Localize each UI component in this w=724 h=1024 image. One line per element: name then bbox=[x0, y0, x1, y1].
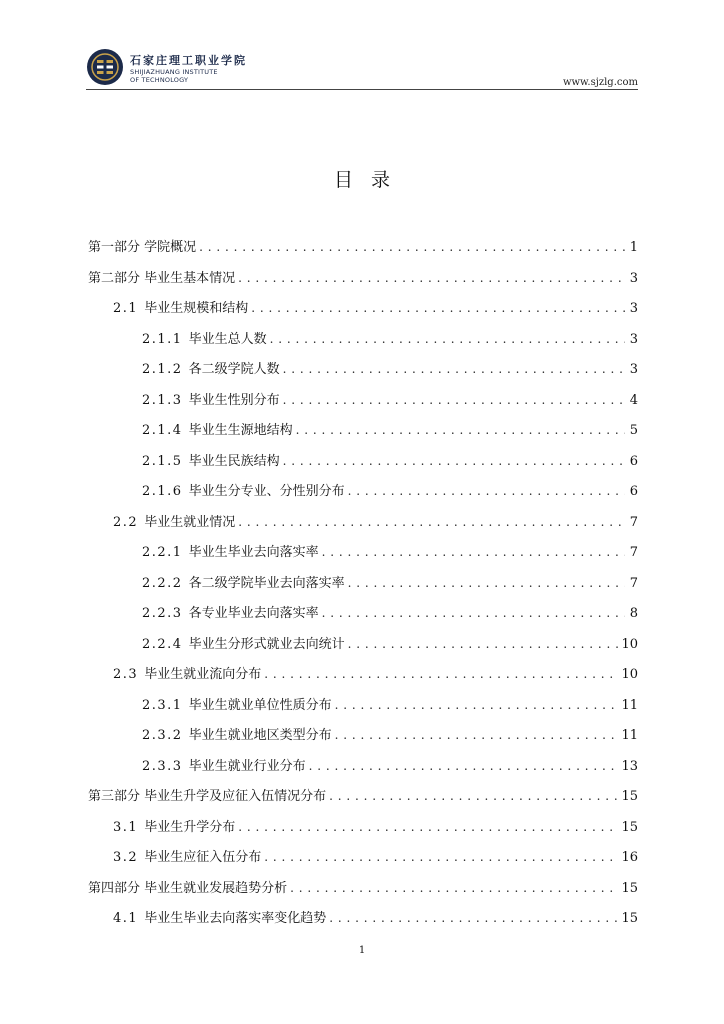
toc-entry-title: 各专业毕业去向落实率 bbox=[188, 606, 319, 621]
toc-entry-number: 2.1.3 bbox=[142, 392, 183, 408]
toc-entry-title: 第二部分 毕业生基本情况 bbox=[88, 270, 236, 286]
toc-entry-title: 各二级学院人数 bbox=[188, 362, 280, 377]
toc-entry-page: 16 bbox=[621, 850, 638, 865]
toc-entry-title: 毕业生毕业去向落实率 bbox=[188, 545, 319, 560]
toc-entry-page: 15 bbox=[621, 911, 638, 926]
toc-entry-page: 11 bbox=[621, 728, 638, 743]
toc-leader-dots bbox=[264, 667, 618, 681]
toc-entry-title: 毕业生规模和结构 bbox=[144, 301, 249, 316]
toc-entry[interactable] bbox=[88, 450, 638, 481]
toc-entry-number: 2.1 bbox=[113, 301, 139, 316]
toc-leader-dots bbox=[238, 271, 625, 285]
toc-entry-page: 4 bbox=[629, 392, 638, 408]
toc-entry-page: 13 bbox=[621, 758, 638, 774]
toc-leader-dots bbox=[283, 393, 625, 407]
toc-entry[interactable] bbox=[88, 816, 638, 847]
toc-entry-page: 3 bbox=[629, 270, 638, 286]
toc-entry[interactable] bbox=[88, 541, 638, 572]
school-name-english-line1: SHIJIAZHUANG INSTITUTE bbox=[130, 68, 218, 76]
toc-entry[interactable] bbox=[88, 480, 638, 511]
toc-entry-number: 4.1 bbox=[113, 911, 139, 926]
toc-entry-number: 2.3 bbox=[113, 667, 139, 682]
toc-entry-number: 2.2.1 bbox=[142, 545, 183, 560]
toc-leader-dots bbox=[283, 362, 625, 376]
toc-entry[interactable] bbox=[88, 724, 638, 755]
toc-leader-dots bbox=[335, 698, 619, 712]
toc-entry-page: 1 bbox=[629, 240, 638, 255]
toc-entry-page: 15 bbox=[621, 819, 638, 835]
toc-entry-title: 毕业生就业流向分布 bbox=[144, 667, 262, 682]
toc-entry-title: 毕业生应征入伍分布 bbox=[144, 850, 262, 865]
toc-entry[interactable] bbox=[88, 511, 638, 542]
toc-leader-dots bbox=[296, 423, 625, 437]
toc-entry-title: 毕业生生源地结构 bbox=[188, 423, 293, 438]
toc-entry[interactable] bbox=[88, 663, 638, 694]
school-name-chinese: 石家庄理工职业学院 bbox=[130, 54, 247, 67]
toc-leader-dots bbox=[270, 332, 625, 346]
toc-entry[interactable] bbox=[88, 419, 638, 450]
toc-entry-page: 3 bbox=[629, 331, 638, 347]
toc-entry[interactable] bbox=[88, 633, 638, 664]
toc-entry-number: 3.2 bbox=[113, 850, 139, 865]
toc-entry-number: 2.3.1 bbox=[142, 697, 183, 713]
toc-entry-page: 3 bbox=[629, 301, 638, 316]
toc-entry-title: 毕业生就业行业分布 bbox=[188, 758, 306, 774]
toc-entry-title: 各二级学院毕业去向落实率 bbox=[188, 575, 345, 591]
toc-entry-page: 5 bbox=[629, 423, 638, 438]
toc-entry-number: 2.1.2 bbox=[142, 362, 183, 377]
page-header bbox=[86, 48, 638, 90]
toc-entry-number: 2.3.2 bbox=[142, 728, 183, 743]
toc-entry-page: 10 bbox=[621, 667, 638, 682]
header-divider bbox=[86, 89, 638, 90]
toc-entry-number: 2.2 bbox=[113, 514, 139, 530]
toc-entry-title: 第一部分 学院概况 bbox=[88, 240, 197, 255]
toc-leader-dots bbox=[335, 728, 619, 742]
toc-leader-dots bbox=[348, 576, 625, 590]
toc-entry-number: 2.2.3 bbox=[142, 606, 183, 621]
toc-entry-title: 毕业生性别分布 bbox=[188, 392, 280, 408]
toc-entry[interactable] bbox=[88, 328, 638, 359]
toc-entry[interactable] bbox=[88, 755, 638, 786]
toc-entry[interactable] bbox=[88, 267, 638, 298]
toc-leader-dots bbox=[264, 850, 618, 864]
toc-entry-number: 2.3.3 bbox=[142, 758, 183, 774]
toc-entry-title: 毕业生就业单位性质分布 bbox=[188, 697, 332, 713]
toc-entry-number: 2.1.1 bbox=[142, 331, 183, 347]
table-of-contents bbox=[88, 236, 638, 938]
toc-entry-page: 7 bbox=[629, 575, 638, 591]
toc-entry-page: 7 bbox=[629, 545, 638, 560]
toc-entry[interactable] bbox=[88, 877, 638, 908]
toc-entry-title: 毕业生毕业去向落实率变化趋势 bbox=[144, 911, 327, 926]
toc-entry[interactable] bbox=[88, 236, 638, 267]
toc-entry-title: 毕业生民族结构 bbox=[188, 453, 280, 469]
toc-entry-page: 7 bbox=[629, 514, 638, 530]
toc-leader-dots bbox=[199, 240, 625, 254]
toc-entry-title: 毕业生分形式就业去向统计 bbox=[188, 636, 345, 652]
toc-entry[interactable] bbox=[88, 846, 638, 877]
toc-entry[interactable] bbox=[88, 694, 638, 725]
toc-entry-page: 11 bbox=[621, 697, 638, 713]
toc-leader-dots bbox=[238, 820, 618, 834]
toc-leader-dots bbox=[238, 515, 625, 529]
toc-entry-number: 2.1.6 bbox=[142, 484, 183, 499]
toc-entry[interactable] bbox=[88, 389, 638, 420]
toc-entry-page: 15 bbox=[621, 880, 638, 896]
page-number: 1 bbox=[358, 945, 366, 956]
toc-entry[interactable] bbox=[88, 358, 638, 389]
toc-title: 目录 bbox=[333, 169, 408, 191]
toc-entry-title: 毕业生就业情况 bbox=[144, 514, 236, 530]
toc-entry-title: 第四部分 毕业生就业发展趋势分析 bbox=[88, 880, 288, 896]
toc-leader-dots bbox=[348, 637, 619, 651]
toc-entry-title: 毕业生分专业、分性别分布 bbox=[188, 484, 345, 499]
toc-leader-dots bbox=[322, 606, 625, 620]
toc-leader-dots bbox=[329, 789, 618, 803]
toc-leader-dots bbox=[290, 881, 618, 895]
toc-leader-dots bbox=[251, 301, 625, 315]
toc-entry[interactable] bbox=[88, 297, 638, 328]
toc-entry-number: 2.2.4 bbox=[142, 636, 183, 652]
toc-entry-page: 6 bbox=[629, 453, 638, 469]
toc-entry-title: 毕业生总人数 bbox=[188, 331, 267, 347]
toc-leader-dots bbox=[283, 454, 625, 468]
toc-entry-title: 第三部分 毕业生升学及应征入伍情况分布 bbox=[88, 789, 327, 804]
toc-entry-page: 15 bbox=[621, 789, 638, 804]
toc-entry-number: 2.1.4 bbox=[142, 423, 183, 438]
toc-entry-number: 2.1.5 bbox=[142, 453, 183, 469]
toc-entry-number: 3.1 bbox=[113, 819, 139, 835]
toc-entry[interactable] bbox=[88, 572, 638, 603]
toc-entry-title: 毕业生升学分布 bbox=[144, 819, 236, 835]
toc-leader-dots bbox=[348, 484, 625, 498]
toc-entry[interactable] bbox=[88, 907, 638, 938]
toc-entry-page: 6 bbox=[629, 484, 638, 499]
toc-entry-page: 3 bbox=[629, 362, 638, 377]
toc-entry[interactable] bbox=[88, 785, 638, 816]
toc-leader-dots bbox=[329, 911, 618, 925]
toc-entry-title: 毕业生就业地区类型分布 bbox=[188, 728, 332, 743]
toc-entry-page: 8 bbox=[629, 606, 638, 621]
toc-entry-page: 10 bbox=[621, 636, 638, 652]
toc-leader-dots bbox=[322, 545, 625, 559]
toc-entry-number: 2.2.2 bbox=[142, 575, 183, 591]
toc-leader-dots bbox=[309, 759, 619, 773]
school-emblem-icon bbox=[86, 48, 124, 86]
toc-entry[interactable] bbox=[88, 602, 638, 633]
school-name-english-line2: OF TECHNOLOGY bbox=[130, 76, 189, 84]
website-url: www.sjzlg.com bbox=[562, 77, 638, 88]
